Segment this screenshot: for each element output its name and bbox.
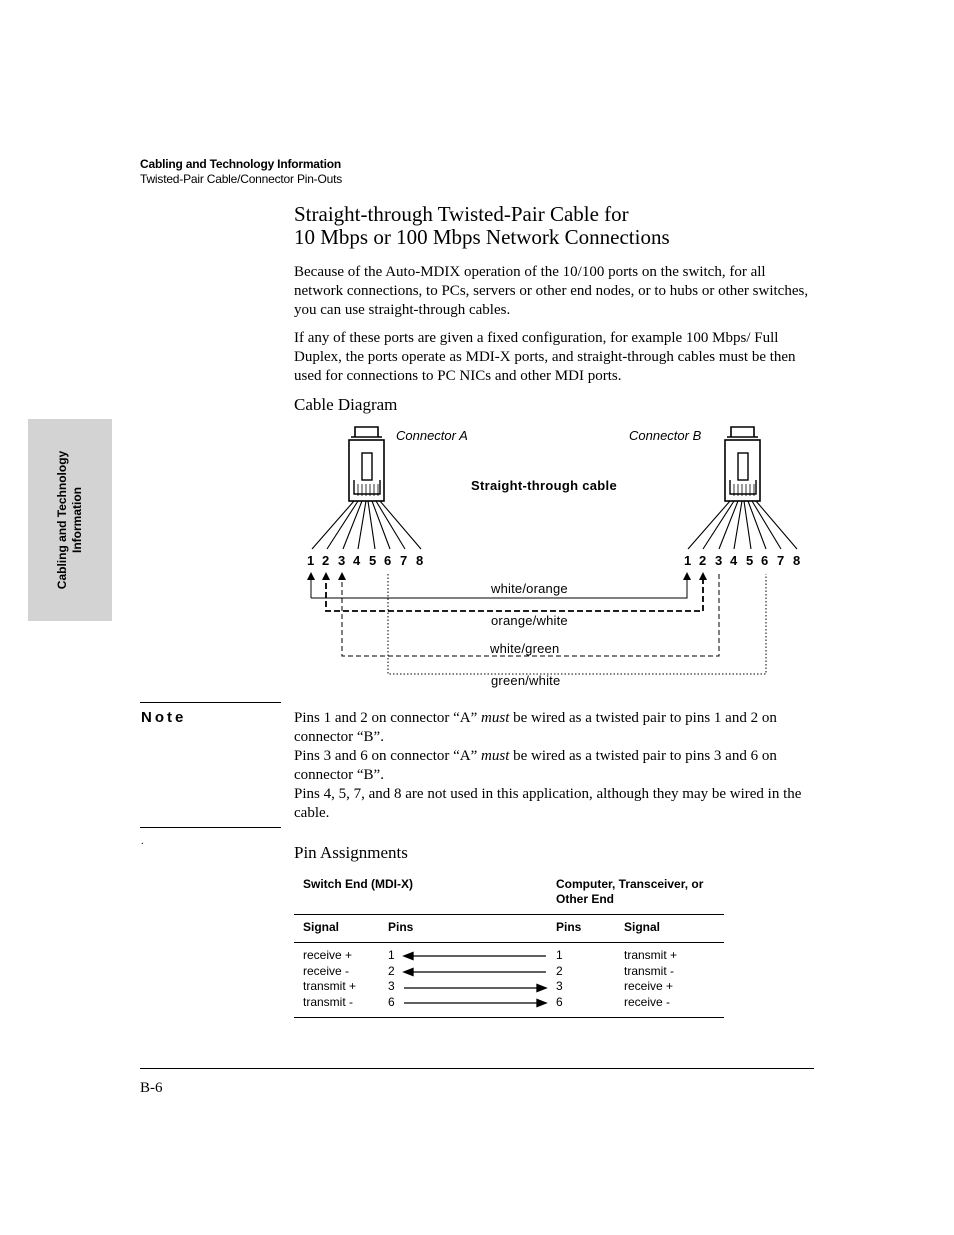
pin-direction-arrows (402, 948, 548, 1012)
wire-label-orange-white: orange/white (491, 613, 568, 628)
pin-assignments-title: Pin Assignments (294, 843, 408, 862)
note-rule-top (140, 702, 281, 703)
table-rule-1 (294, 914, 724, 915)
note-label: Note (141, 709, 187, 726)
note-line-1: Pins 1 and 2 on connector “A” must be wired as a twisted pair to pins 1 and 2 on connector “B”. (294, 710, 777, 745)
switch-end-header: Switch End (MDI-X) (303, 877, 413, 891)
footer-rule (140, 1068, 814, 1069)
pin-b-1: 1 (684, 553, 692, 568)
pin-a-8: 8 (416, 553, 424, 568)
page-number: B-6 (140, 1080, 163, 1096)
pin-b-5: 5 (746, 553, 754, 568)
side-tab-label (55, 451, 85, 589)
pin-b-8: 8 (793, 553, 801, 568)
side-tab-line1: Cabling and Technology (55, 450, 69, 590)
pin-a-1: 1 (307, 553, 315, 568)
table-rule-2 (294, 942, 724, 943)
cable-diagram (290, 418, 820, 698)
pin-a-6: 6 (384, 553, 392, 568)
col-pins-left: Pins (388, 920, 414, 934)
section-heading-line2: 10 Mbps or 100 Mbps Network Connections (294, 225, 670, 249)
note-body (294, 709, 814, 823)
pin-b-6: 6 (761, 553, 769, 568)
pin-b-3: 3 (715, 553, 723, 568)
wire-label-white-orange: white/orange (491, 581, 568, 596)
pin-b-2: 2 (699, 553, 707, 568)
pin-a-4: 4 (353, 553, 361, 568)
side-tab (28, 419, 112, 621)
intro-paragraph-2: If any of these ports are given a fixed configuration, for example 100 Mbps/ Full Duplex, the ports operate as MDI-X ports, and straight-through cables must be then used for connections to PC NICs and other MDI ports. (294, 330, 796, 384)
connector-a-label: Connector A (396, 428, 468, 443)
stray-mark: . (141, 836, 144, 847)
note-line-2: Pins 3 and 6 on connector “A” must be wired as a twisted pair to pins 3 and 6 on connector “B”. (294, 748, 777, 783)
cable-diagram-title: Cable Diagram (294, 395, 398, 414)
pin-b-7: 7 (777, 553, 785, 568)
right-signals: transmit + transmit - receive + receive - (624, 948, 678, 1010)
note-rule-bottom (140, 827, 281, 828)
connector-b-label: Connector B (629, 428, 702, 443)
running-head-title: Cabling and Technology Information (140, 157, 341, 171)
wire-label-green-white: green/white (491, 673, 561, 688)
side-tab-line2: Information (70, 487, 84, 554)
section-heading (294, 203, 854, 249)
pin-a-2: 2 (322, 553, 330, 568)
running-head-subtitle: Twisted-Pair Cable/Connector Pin-Outs (140, 172, 343, 186)
other-end-header: Computer, Transceiver, or Other End (556, 877, 704, 906)
pin-a-3: 3 (338, 553, 346, 568)
col-pins-right: Pins (556, 920, 582, 934)
connector-a-plug (312, 427, 421, 549)
note-line-3: Pins 4, 5, 7, and 8 are not used in this application, although they may be wired in the cable. (294, 786, 802, 821)
pin-a-5: 5 (369, 553, 377, 568)
wire-green-white (388, 574, 766, 674)
table-rule-3 (294, 1017, 724, 1018)
connector-b-plug (688, 427, 797, 549)
right-pins: 1 2 3 6 (556, 948, 563, 1010)
cable-type-label: Straight-through cable (471, 478, 617, 493)
col-signal-right: Signal (624, 920, 661, 934)
pin-b-4: 4 (730, 553, 738, 568)
intro-paragraph-1: Because of the Auto-MDIX operation of the 10/100 ports on the switch, for all network connections, to PCs, servers or other end nodes, or to hubs or other switches, you can use straight-through cables. (294, 264, 809, 318)
wire-label-white-green: white/green (490, 641, 560, 656)
connector-a-pins (307, 553, 423, 568)
left-signals: receive + receive - transmit + transmit - (303, 948, 357, 1010)
connector-b-pins (684, 553, 800, 568)
pin-a-7: 7 (400, 553, 408, 568)
section-heading-line1: Straight-through Twisted-Pair Cable for (294, 202, 629, 226)
left-pins: 1 2 3 6 (388, 948, 395, 1010)
col-signal-left: Signal (303, 920, 340, 934)
